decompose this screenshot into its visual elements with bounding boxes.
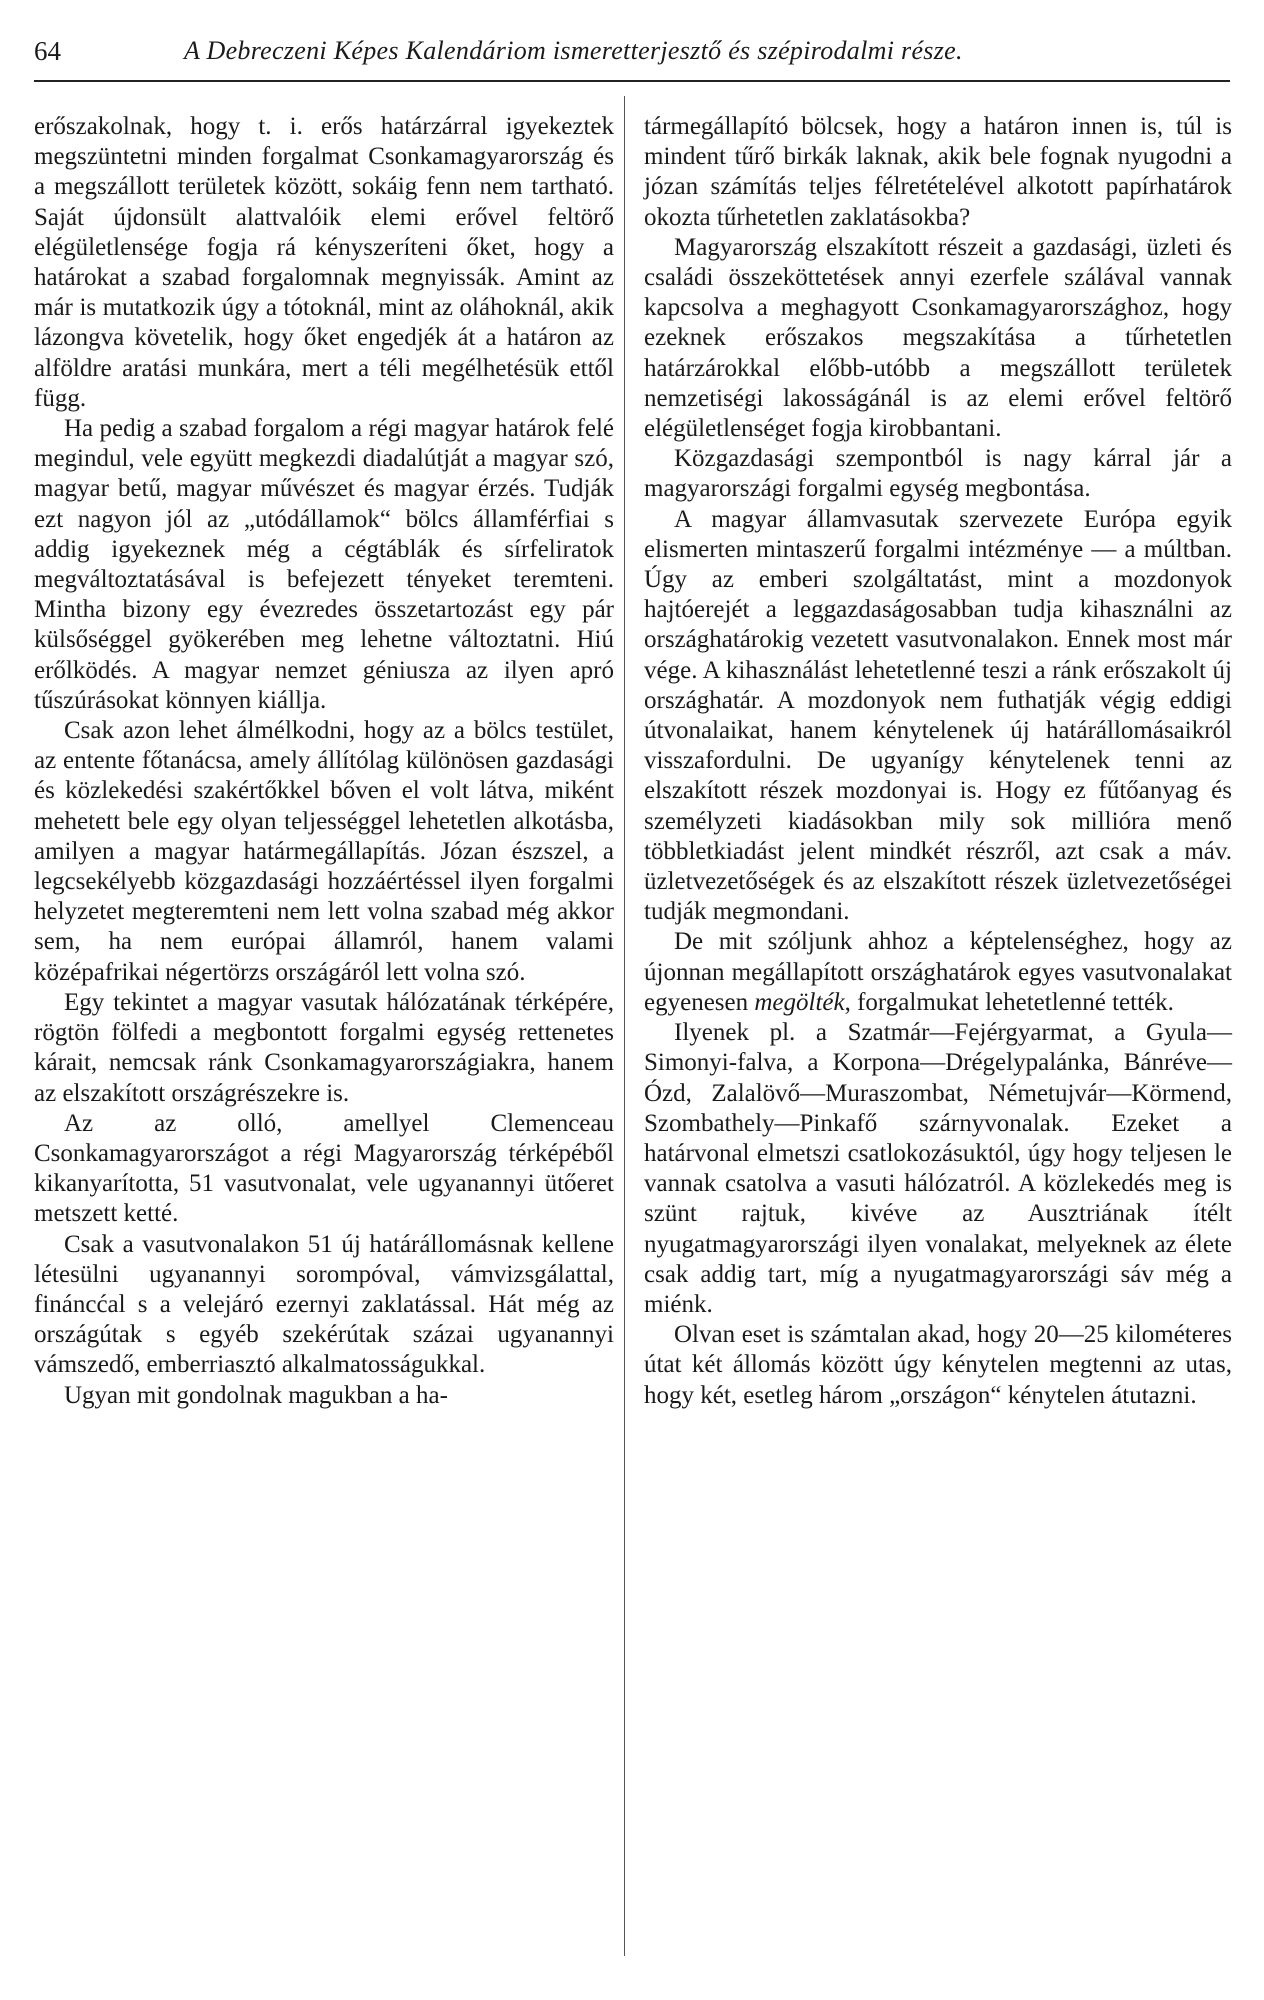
- paragraph-text: De mit szóljunk ahhoz a képtelenséghez, hogy az újonnan megállapított országhatárok egyes vasutvonalakat egyenesen: [644, 928, 1232, 1016]
- running-title: A Debreczeni Képes Kalendáriom ismeretterjesztő és szépirodalmi része.: [184, 36, 963, 65]
- paragraph: Ugyan mit gondolnak magukban a ha-: [64, 1381, 448, 1409]
- page-header: [34, 28, 1234, 72]
- left-column: [34, 112, 614, 1411]
- column-divider: [624, 96, 625, 1956]
- paragraph: Ilyenek pl. a Szatmár—Fejérgyarmat, a Gyula—Simonyi-falva, a Korpona—Drégelypalánka, Bánréve—Ózd, Zalalövő—Muraszombat, Németujvár—Körmend, Szombathely—Pinkafő szárnyvonalak. Ezeket a határvonal elmetszi csatlokozásuktól, úgy hogy teljesen le vannak csatolva a vasuti hálózatról. A közlekedés meg is szünt rajtuk, kivéve az Ausztriának ítélt nyugatmagyarországi ilyen vonalakat, melyeknek az élete csak addig tart, míg a nyugatmagyarországi sáv még a miénk.: [644, 1019, 1232, 1318]
- paragraph: Egy tekintet a magyar vasutak hálózatának térképére, rögtön fölfedi a megbontott forgalmi egység rettenetes kárait, nemcsak ránk Csonkamagyarországiakra, hanem az elszakított országrészekre is.: [34, 988, 614, 1107]
- paragraph: A magyar államvasutak szervezete Európa egyik elismerten mintaszerű forgalmi intézménye — a múltban. Úgy az emberi szolgáltatást, mint a mozdonyok hajtóerejét a leggazdaságosabban tudja kihasználni az országhatárokig vezetett vasutvonalakon. Ennek most már vége. A kihasználást lehetetlenné teszi a ránk erőszakolt új országhatár. A mozdonyok nem futhatják végig eddigi útvonalaikat, hanem kénytelenek új határállomásaikról visszafordulni. De ugyanígy kénytelenek tenni az elszakított részek mozdonyai is. Hogy ez fűtőanyag és személyzeti kiadásokban mily sok millióra menő többletkiadást jelent mindkét részről, azt csak a máv. üzletvezetőségek és az elszakított részek üzletvezetőségei tudják megmondani.: [644, 505, 1232, 926]
- page-number: 64: [34, 36, 61, 66]
- emphasized-word: megölték: [754, 988, 845, 1016]
- paragraph: [644, 927, 1232, 1018]
- paragraph: Közgazdasági szempontból is nagy kárral jár a magyarországi forgalmi egység megbontása.: [644, 445, 1232, 503]
- paragraph: erőszakolnak, hogy t. i. erős határzárral igyekeztek megszüntetni minden forgalmat Csonkamagyarország és a megszállott területek között, sokáig fenn nem tartható. Saját újdonsült alattvalóik elemi erővel feltörő elégületlensége fogja rá kényszeríteni őket, hogy a határokat a szabad forgalomnak megnyissák. Amint az már is mutatkozik úgy a tótoknál, mint az oláhoknál, akik lázongva követelik, hogy őket engedjék át a határon az alföldre aratási munkára, mert a téli megélhetésük ettől függ.: [34, 113, 614, 412]
- paragraph: Magyarország elszakított részeit a gazdasági, üzleti és családi összeköttetések annyi ezerfele szálával vannak kapcsolva a meghagyott Csonkamagyarországhoz, hogy ezeknek erőszakos megszakítása a tűrhetetlen határzárokkal előbb-utóbb a megszállott területek nemzetiségi lakosságánál is az elemi erővel feltörő elégületlenséget fogja kirobbantani.: [644, 233, 1232, 443]
- paragraph: tármegállapító bölcsek, hogy a határon innen is, túl is mindent tűrő birkák laknak, akik bele fognak nyugodni a józan számítás teljes félretételével alkotott papírhatárok okozta tűrhetetlen zaklatásokba?: [644, 113, 1232, 231]
- right-column: [644, 112, 1232, 1411]
- paragraph: Ha pedig a szabad forgalom a régi magyar határok felé megindul, vele együtt megkezdi diadalútját a magyar szó, magyar betű, magyar művészet és magyar érzés. Tudják ezt nagyon jól az „utódállamok“ bölcs államférfiai s addig igyekeznek még a cégtáblák és sírfeliratok megváltoztatásával is befejezett tényeket teremteni. Mintha bizony egy évezredes összetartozást egy pár külsőséggel gyökerében meg lehetne változtatni. Hiú erőlködés. A magyar nemzet géniusza az ilyen apró tűszúrásokat könnyen kiállja.: [34, 415, 614, 714]
- paragraph: Csak azon lehet álmélkodni, hogy az a bölcs testület, az entente főtanácsa, amely állítólag különösen gazdasági és közlekedési szakértőkkel bőven el volt látva, miként mehetett bele egy olyan teljességgel lehetetlen alkotásba, amilyen a magyar határmegállapítás. Józan észszel, a legcsekélyebb közgazdasági hozzáértéssel ilyen forgalmi helyzetet megteremteni nem lett volna szabad még akkor sem, ha nem európai államról, hanem valami középafrikai négertörzs országáról lett volna szó.: [34, 717, 614, 986]
- paragraph-text: , forgalmukat lehetetlenné tették.: [844, 988, 1174, 1016]
- paragraph: Olvan eset is számtalan akad, hogy 20—25 kilométeres útat két állomás között úgy kénytelen megtenni az utas, hogy két, esetleg három „országon“ kénytelen átutazni.: [644, 1321, 1232, 1409]
- header-rule: [34, 80, 1230, 82]
- paragraph: Csak a vasutvonalakon 51 új határállomásnak kellene létesülni ugyanannyi sorompóval, vámvizsgálattal, fináncćal s a velejáró ezernyi zaklatással. Hát még az országútak s egyéb szekérútak százai ugyanannyi vámszedő, emberriasztó alkalmatosságukkal.: [34, 1230, 614, 1379]
- paragraph: Az az olló, amellyel Clemenceau Csonkamagyarországot a régi Magyarország térképéből kikanyarította, 51 vasutvonalat, vele ugyanannyi ütőeret metszett ketté.: [34, 1109, 614, 1228]
